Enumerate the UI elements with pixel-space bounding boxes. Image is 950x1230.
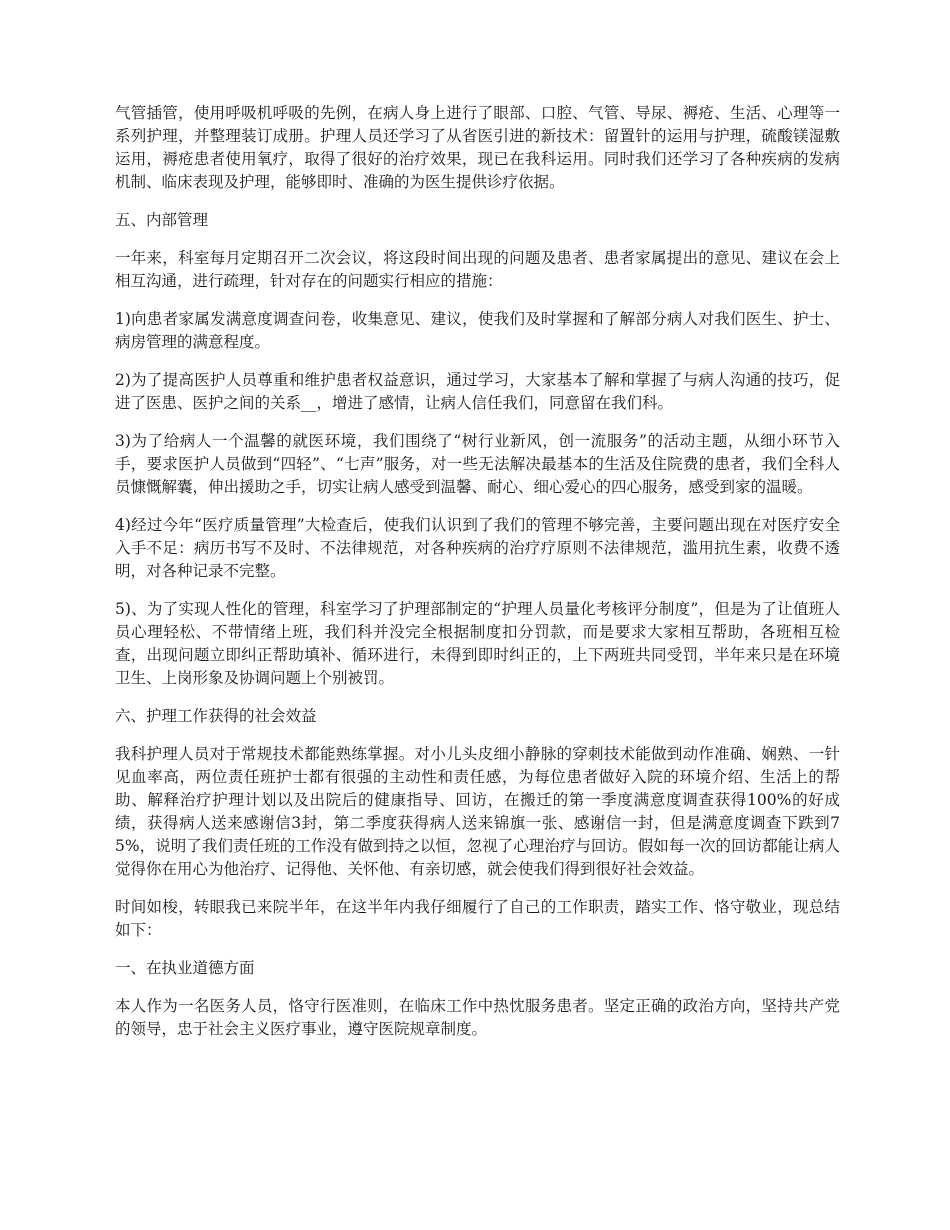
paragraph-summary-intro: 时间如梭，转眼我已来院半年，在这半年内我仔细履行了自己的工作职责，踏实工作、恪守敬业，现总结如下： <box>115 898 840 939</box>
list-item-1-survey: 1)向患者家属发满意度调查问卷，收集意见、建议，使我们及时掌握和了解部分病人对我们医生、护士、病房管理的满意程度。 <box>115 310 840 351</box>
section-heading-professional-ethics: 一、在执业道德方面 <box>115 959 255 977</box>
paragraph-social-benefit: 我科护理人员对于常规技术都能熟练掌握。对小儿头皮细小静脉的穿刺技术能做到动作准确、娴熟、一针见血率高，两位责任班护士都有很强的主动性和责任感，为每位患者做好入院的环境介绍、生活上的帮助、解释治疗护理计划以及出院后的健康指导、回访，在搬迁的第一季度满意度调查获得100%的好成绩，获得病人送来感谢信3封，第二季度获得病人送来锦旗一张、感谢信一封，但是满意度调查下跌到75%，说明了我们责任班的工作没有做到持之以恒，忽视了心理治疗与回访。假如每一次的回访都能让病人觉得你在用心为他治疗、记得他、关怀他、有亲切感，就会使我们得到很好社会效益。 <box>115 745 840 878</box>
paragraph-monthly-meetings: 一年来，科室每月定期召开二次会议，将这段时间出现的问题及患者、患者家属提出的意见、建议在会上相互沟通，进行疏理，针对存在的问题实行相应的措施： <box>115 249 840 290</box>
list-item-3-environment: 3)为了给病人一个温馨的就医环境，我们围绕了“树行业新风，创一流服务”的活动主题，从细小环节入手，要求医护人员做到“四轻”、“七声”服务，对一些无法解决最基本的生活及住院费的患者，我们全科人员慷慨解囊，伸出援助之手，切实让病人感受到温馨、耐心、细心爱心的四心服务，感受到家的温暖。 <box>115 432 840 496</box>
paragraph-nursing-techniques: 气管插管，使用呼吸机呼吸的先例，在病人身上进行了眼部、口腔、气管、导尿、褥疮、生活、心理等一系列护理，并整理装订成册。护理人员还学习了从省医引进的新技术：留置针的运用与护理，硫酸镁湿敷运用，褥疮患者使用氧疗，取得了很好的治疗效果，现已在我科运用。同时我们还学习了各种疾病的发病机制、临床表现及护理，能够即时、准确的为医生提供诊疗依据。 <box>115 104 840 191</box>
section-heading-social-benefit: 六、护理工作获得的社会效益 <box>115 707 317 725</box>
paragraph-professional-ethics: 本人作为一名医务人员，恪守行医准则，在临床工作中热忱服务患者。坚定正确的政治方向，坚持共产党的领导，忠于社会主义医疗事业，遵守医院规章制度。 <box>115 997 840 1038</box>
section-heading-internal-management: 五、内部管理 <box>115 211 209 229</box>
list-item-4-quality-inspection: 4)经过今年“医疗质量管理”大检查后，使我们认识到了我们的管理不够完善，主要问题出现在对医疗安全入手不足：病历书写不及时、不法律规范，对各种疾病的治疗疗原则不法律规范，滥用抗生素，收费不透明，对各种记录不完整。 <box>115 516 840 580</box>
list-item-2-patient-rights: 2)为了提高医护人员尊重和维护患者权益意识，通过学习，大家基本了解和掌握了与病人沟通的技巧，促进了医患、医护之间的关系__，增进了感情，让病人信任我们，同意留在我们科。 <box>115 371 840 412</box>
document-body <box>115 102 840 1056</box>
list-item-5-assessment: 5)、为了实现人性化的管理，科室学习了护理部制定的“护理人员量化考核评分制度”，但是为了让值班人员心理轻松、不带情绪上班，我们科并没完全根据制度扣分罚款，而是要求大家相互帮助，各班相互检查，出现问题立即纠正帮助填补、循环进行，未得到即时纠正的，上下两班共同受罚，半年来只是在环境卫生、上岗形象及协调问题上个别被罚。 <box>115 600 840 687</box>
